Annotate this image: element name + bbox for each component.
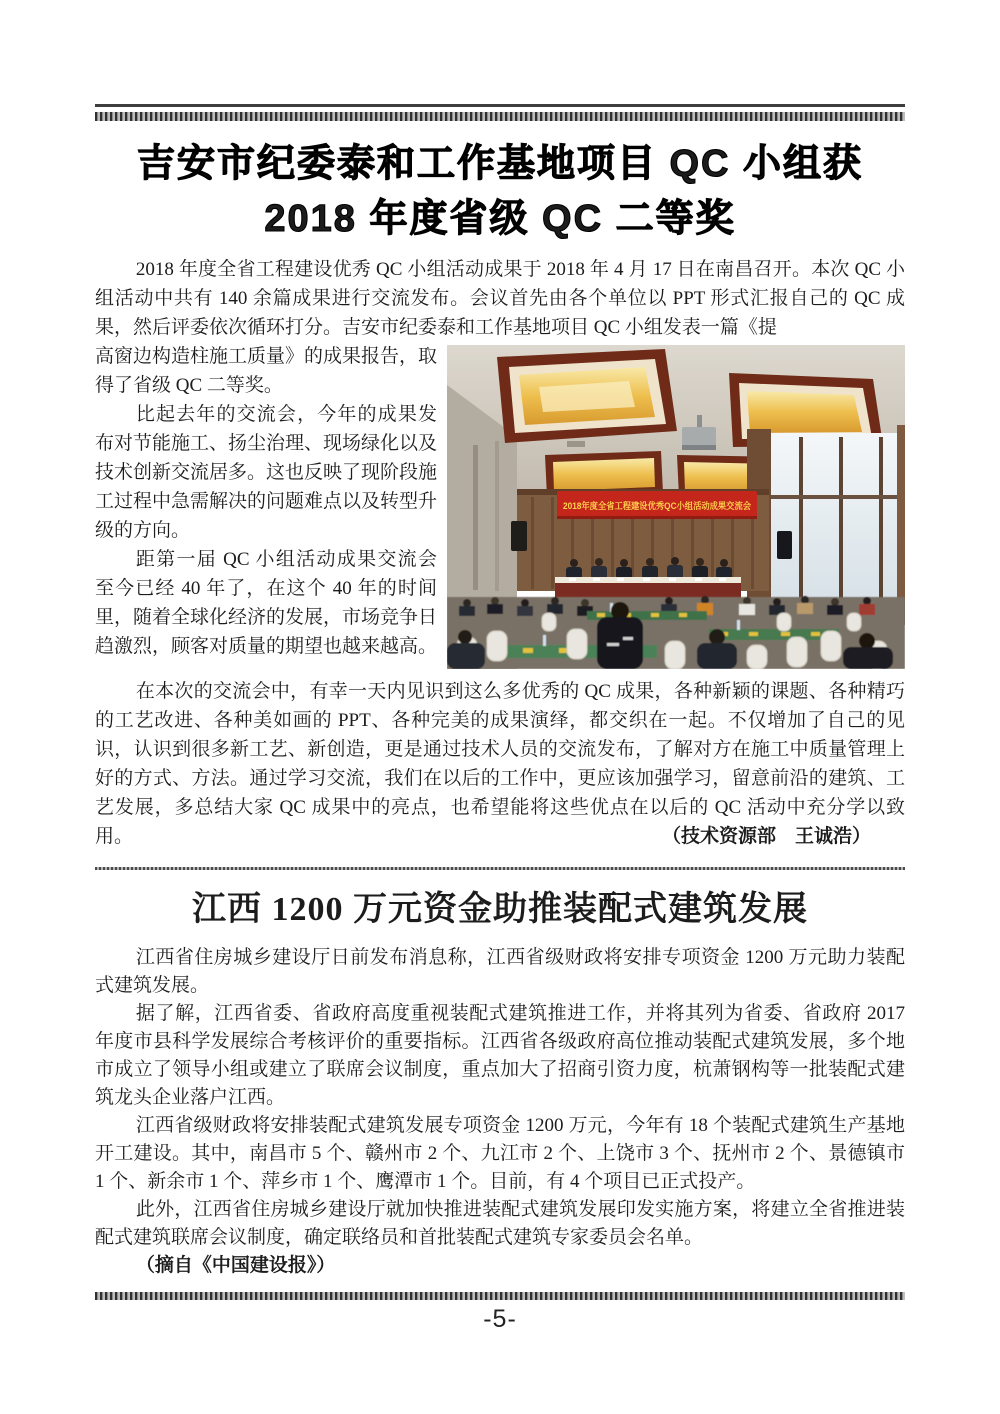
article1-paragraph-1: 2018 年度全省工程建设优秀 QC 小组活动成果于 2018 年 4 月 17 日在南昌召开。本次 QC 小组活动中共有 140 余篇成果进行交流发布。会议首先由各个单位以 PPT 形式汇报自己的 QC 成果，然后评委依次循环打分。吉安市纪委泰和工作基地项目 QC 小组发表一篇《提 [95,259,905,339]
article1-paragraph-1-wrap: 高窗边构造柱施工质量》的成果报告，取得了省级 QC 二等奖。 [95,346,438,397]
article2-byline: （摘自《中国建设报》） [135,1254,336,1276]
speaker-left [511,521,527,551]
article2-paragraph-1: 江西省住房城乡建设厅日前发布消息称，江西省级财政将安排专项资金 1200 万元助力装配式建筑发展。 [95,946,905,996]
article1-paragraph-3: 距第一届 QC 小组活动成果交流会至今已经 40 年了，在这个 40 年的时间里，随着全球化经济的发展，市场竞争日趋激烈，顾客对质量的期望也越来越高。 [95,549,438,658]
article1-title-line1: 吉安市纪委泰和工作基地项目 QC 小组获 [136,143,864,185]
banner-text: 2018年度全省工程建设优秀QC小组活动成果交流会 [563,501,768,512]
photo-audience [447,596,905,669]
top-divider-thin [95,104,905,107]
conference-photo-illustration [447,345,905,669]
article1-title-line2: 2018 年度省级 QC 二等奖 [264,198,736,241]
top-divider-band [95,112,905,121]
speaker-right [777,531,792,559]
article2-title: 江西 1200 万元资金助推装配式建筑发展 [192,891,808,929]
page-number: -5- [483,1305,517,1333]
article1-body [95,255,905,851]
article2-paragraph-3: 江西省级财政将安排装配式建筑发展专项资金 1200 万元，今年有 18 个装配式建筑生产基地开工建设。其中，南昌市 5 个、赣州市 2 个、九江市 2 个、上饶市 3 个、抚州市 2 个、景德镇市 1 个、新余市 1 个、萍乡市 1 个、鹰潭市 1 个。目前，有 4 个项目已正式投产。 [95,1114,905,1192]
bottom-divider-band [95,1292,905,1300]
article-separator [95,867,905,870]
article2-paragraph-4: 此外，江西省住房城乡建设厅就加快推进装配式建筑发展印发实施方案，将建立全省推进装配式建筑联席会议制度，确定联络员和首批装配式建筑专家委员会名单。 [95,1198,905,1248]
article2-body [95,944,905,1280]
conference-photo [447,345,905,669]
article2-paragraph-2: 据了解，江西省委、省政府高度重视装配式建筑推进工作，并将其列为省委、省政府 2017 年度市县科学发展综合考核评价的重要指标。江西省各级政府高位推动装配式建筑发展，多个地市成立了领导小组或建立了联席会议制度，重点加大了招商引资力度，杭萧钢构等一批装配式建筑龙头企业落户江西。 [95,1002,905,1108]
article1-byline: （技术资源部 王诚浩） [661,826,871,848]
article1-title [95,137,905,247]
photo-banner [557,491,768,519]
article1-paragraph-4: 在本次的交流会中，有幸一天内见识到这么多优秀的 QC 成果，各种新颖的课题、各种精巧的工艺改进、各种美如画的 PPT、各种完美的成果演绎，都交织在一起。不仅增加了自己的见识，认识到很多新工艺、新创造，更是通过技术人员的交流发布，了解对方在施工中质量管理上好的方式、方法。通过学习交流，我们在以后的工作中，更应该加强学习，留意前沿的建筑、工艺发展，多总结大家 QC 成果中的亮点，也希望能将这些优点在以后的 QC 活动中充分学以致用。 [95,681,905,848]
article1-paragraph-2: 比起去年的交流会，今年的成果发布对节能施工、扬尘治理、现场绿化以及技术创新交流居多。这也反映了现阶段施工过程中急需解决的问题难点以及转型升级的方向。 [95,404,438,542]
